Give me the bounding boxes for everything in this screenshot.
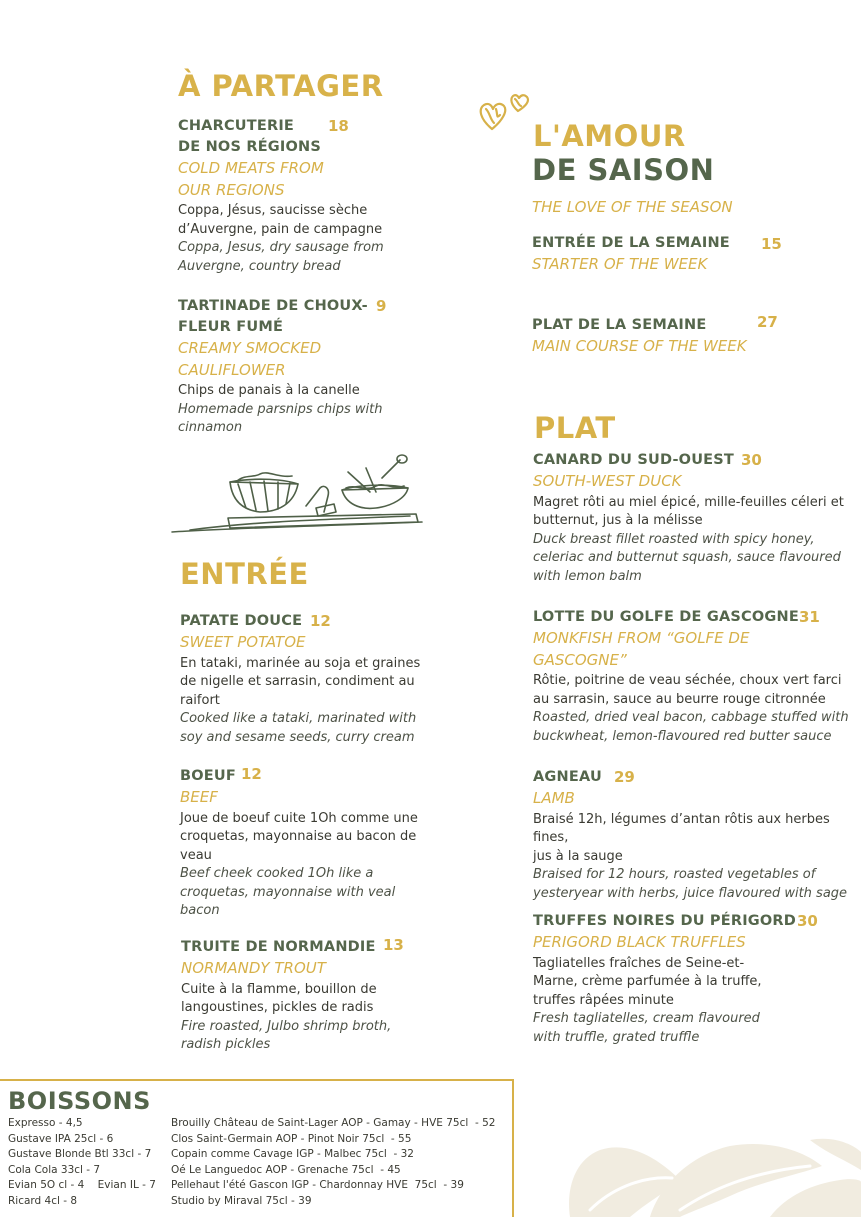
section-title-plat: PLAT	[534, 411, 616, 445]
menu-item-tartinade	[178, 296, 438, 438]
menu-item-patate-douce	[180, 611, 440, 747]
item-name: PATATE DOUCE	[180, 613, 303, 629]
item-en-line: OUR REGIONS	[178, 180, 285, 199]
item-description-en	[533, 1010, 853, 1047]
item-fr-line: Rôtie, poitrine de veau séchée, choux vert farci	[533, 673, 842, 688]
item-tr-line: with truffle, grated truffle	[533, 1029, 700, 1045]
item-description-fr	[180, 655, 440, 711]
drink-item: Evian 5O cl - 4 Evian IL - 7	[8, 1179, 156, 1191]
item-name: LOTTE DU GOLFE DE GASCOGNE	[533, 609, 799, 625]
item-name-line: TARTINADE DE CHOUX-	[178, 298, 368, 314]
item-description-en	[178, 239, 438, 276]
menu-item-truffes	[533, 911, 853, 1047]
item-fr-line: Marne, crème parfumée à la truffe,	[533, 974, 762, 989]
item-price: 18	[328, 117, 349, 135]
item-tr-line: Braised for 12 hours, roasted vegetables of	[533, 867, 816, 882]
section-title-entree: ENTRÉE	[180, 557, 309, 591]
item-description-en	[178, 401, 438, 438]
drink-item: Brouilly Château de Saint-Lager AOP - Gamay - HVE 75cl - 52	[171, 1117, 496, 1129]
section-title-saison-line1: L'AMOUR	[533, 119, 686, 153]
section-title-partager: À PARTAGER	[178, 69, 384, 103]
item-price: 15	[761, 235, 782, 253]
item-tr-line: Coppa, Jesus, dry sausage from	[178, 240, 384, 255]
drink-item: Pellehaut l'été Gascon IGP - Chardonnay HVE 75cl - 39	[171, 1179, 464, 1191]
item-price: 13	[383, 936, 404, 954]
item-english-name	[533, 628, 853, 671]
item-fr-line: jus à la sauge	[533, 848, 623, 864]
item-fr-line: truffes râpées minute	[533, 992, 674, 1008]
item-en-line: LAMB	[533, 789, 575, 807]
item-fr-line: au sarrasin, sauce au beurre rouge citronnée	[533, 691, 826, 707]
item-en-line: GASCOGNE”	[533, 650, 627, 669]
item-name: TRUITE DE NORMANDIE	[181, 939, 376, 955]
item-en-line: MONKFISH FROM “GOLFE DE	[533, 629, 750, 647]
item-price: 27	[757, 313, 778, 331]
item-tr-line: bacon	[180, 903, 220, 918]
section-title-boissons: BOISSONS	[8, 1087, 151, 1115]
item-tr-line: with lemon balm	[533, 568, 642, 584]
item-fr-line: butternut, jus à la mélisse	[533, 513, 703, 528]
item-tr-line: yesteryear with herbs, juice flavoured with sage	[533, 885, 848, 901]
item-fr-line: veau	[180, 847, 212, 863]
item-fr-line: Braisé 12h, légumes d’antan rôtis aux herbes fines,	[533, 811, 830, 845]
item-tr-line: buckwheat, lemon-flavoured red butter sauce	[533, 728, 832, 744]
item-price: 12	[310, 612, 331, 630]
sharing-table-illustration	[170, 452, 425, 540]
item-fr-line: Tagliatelles fraîches de Seine-et-	[533, 955, 745, 971]
item-description-fr	[533, 811, 858, 867]
item-description-en	[533, 866, 858, 903]
item-name: AGNEAU	[533, 769, 602, 785]
item-tr-line: croquetas, mayonnaise with veal	[180, 884, 396, 900]
item-description-en	[533, 531, 853, 587]
item-description-fr	[533, 672, 853, 709]
item-fr-line: Joue de boeuf cuite 1Oh comme une	[180, 810, 418, 826]
item-en-line: PERIGORD BLACK TRUFFLES	[533, 933, 746, 951]
item-en-line: CAULIFLOWER	[178, 360, 286, 379]
boissons-list-soft	[8, 1116, 156, 1209]
item-name-line: FLEUR FUMÉ	[178, 319, 284, 335]
item-en-line: COLD MEATS FROM	[178, 159, 324, 177]
drink-item: Cola Cola 33cl - 7	[8, 1163, 101, 1176]
item-price: 12	[241, 765, 262, 783]
item-name: PLAT DE LA SEMAINE	[532, 317, 707, 333]
item-description-fr	[178, 202, 438, 239]
item-english-name: SWEET POTATOE	[180, 633, 306, 651]
item-fr-line: Cuite à la flamme, bouillon de	[181, 981, 377, 997]
item-tr-line: Duck breast fillet roasted with spicy honey,	[533, 531, 815, 547]
item-tr-line: radish pickles	[181, 1037, 271, 1052]
item-fr-line: Magret rôti au miel épicé, mille-feuilles céleri et	[533, 494, 844, 510]
item-description-en	[181, 1018, 441, 1055]
item-name: BOEUF	[180, 768, 236, 784]
drink-item: Clos Saint-Germain AOP - Pinot Noir 75cl - 55	[171, 1132, 412, 1145]
item-fr-line: de nigelle et sarrasin, condiment au	[180, 674, 415, 689]
menu-item-canard	[533, 450, 853, 586]
item-name: TRUFFES NOIRES DU PÉRIGORD	[533, 913, 797, 929]
section-title-saison-line2: DE SAISON	[532, 153, 715, 187]
item-name: CANARD DU SUD-OUEST	[533, 452, 735, 468]
item-en-line: SOUTH-WEST DUCK	[533, 472, 682, 490]
item-name-line: CHARCUTERIE	[178, 118, 295, 134]
item-english-name	[178, 158, 438, 201]
menu-item-lotte	[533, 607, 853, 746]
item-english-name: MAIN COURSE OF THE WEEK	[532, 337, 747, 355]
drink-item: Studio by Miraval 75cl - 39	[171, 1194, 312, 1207]
item-description-en	[533, 709, 853, 746]
item-english-name	[533, 471, 853, 493]
menu-item-agneau	[533, 767, 858, 903]
item-price: 30	[741, 451, 762, 469]
item-en-line: CREAMY SMOCKED	[178, 339, 322, 357]
item-name	[178, 116, 438, 158]
item-description-en	[180, 865, 440, 921]
item-english-name	[533, 932, 853, 954]
item-description-fr	[533, 494, 853, 531]
item-description-fr	[533, 955, 853, 1011]
item-tr-line: celeriac and butternut squash, sauce flavoured	[533, 550, 841, 565]
item-price: 31	[799, 608, 820, 626]
menu-item-entree-semaine	[532, 233, 792, 276]
item-tr-line: soy and sesame seeds, curry cream	[180, 729, 415, 745]
menu-item-truite	[181, 937, 441, 1055]
leaf-decoration	[560, 1130, 861, 1217]
saison-subtitle: THE LOVE OF THE SEASON	[532, 198, 733, 216]
item-tr-line: cinnamon	[178, 420, 243, 435]
item-fr-line: Chips de panais à la canelle	[178, 383, 360, 398]
item-tr-line: Cooked like a tataki, marinated with	[180, 711, 417, 726]
menu-item-plat-semaine	[532, 315, 792, 358]
boissons-list-wine	[171, 1116, 495, 1209]
item-description-fr	[180, 810, 440, 866]
item-tr-line: Auvergne, country bread	[178, 258, 341, 274]
drink-item: Oé Le Languedoc AOP - Grenache 75cl - 45	[171, 1163, 401, 1176]
item-english-name: NORMANDY TROUT	[181, 959, 326, 977]
item-english-name	[178, 338, 438, 381]
item-fr-line: En tataki, marinée au soja et graines	[180, 655, 421, 671]
item-price: 9	[376, 297, 387, 315]
item-price: 29	[614, 768, 635, 786]
drink-item: Gustave Blonde Btl 33cl - 7	[8, 1148, 152, 1160]
item-fr-line: Coppa, Jésus, saucisse sèche	[178, 203, 368, 218]
drink-item: Gustave IPA 25cl - 6	[8, 1132, 114, 1145]
drink-item: Copain comme Cavage IGP - Malbec 75cl - 32	[171, 1148, 414, 1160]
item-fr-line: d’Auvergne, pain de campagne	[178, 221, 383, 237]
menu-item-charcuterie	[178, 116, 438, 276]
item-fr-line: langoustines, pickles de radis	[181, 1000, 374, 1015]
item-description-fr	[181, 981, 441, 1018]
item-description-fr	[178, 382, 438, 401]
item-tr-line: Fire roasted, Julbo shrimp broth,	[181, 1018, 392, 1034]
item-english-name: BEEF	[180, 788, 218, 806]
item-description-en	[180, 710, 440, 747]
drink-item: Expresso - 4,5	[8, 1117, 83, 1129]
item-price: 30	[797, 912, 818, 930]
item-fr-line: raifort	[180, 692, 220, 708]
item-name: ENTRÉE DE LA SEMAINE	[532, 235, 730, 251]
hearts-icon	[476, 89, 532, 133]
item-tr-line: Beef cheek cooked 1Oh like a	[180, 866, 374, 881]
item-fr-line: croquetas, mayonnaise au bacon de	[180, 829, 417, 844]
item-name	[178, 296, 438, 338]
item-tr-line: Homemade parsnips chips with	[178, 401, 383, 417]
item-english-name	[533, 788, 858, 810]
drink-item: Ricard 4cl - 8	[8, 1194, 78, 1207]
menu-item-boeuf	[180, 766, 440, 921]
item-english-name: STARTER OF THE WEEK	[532, 255, 708, 273]
item-tr-line: Roasted, dried veal bacon, cabbage stuffed with	[533, 710, 849, 725]
item-tr-line: Fresh tagliatelles, cream flavoured	[533, 1011, 760, 1026]
item-name-line: DE NOS RÉGIONS	[178, 139, 322, 155]
